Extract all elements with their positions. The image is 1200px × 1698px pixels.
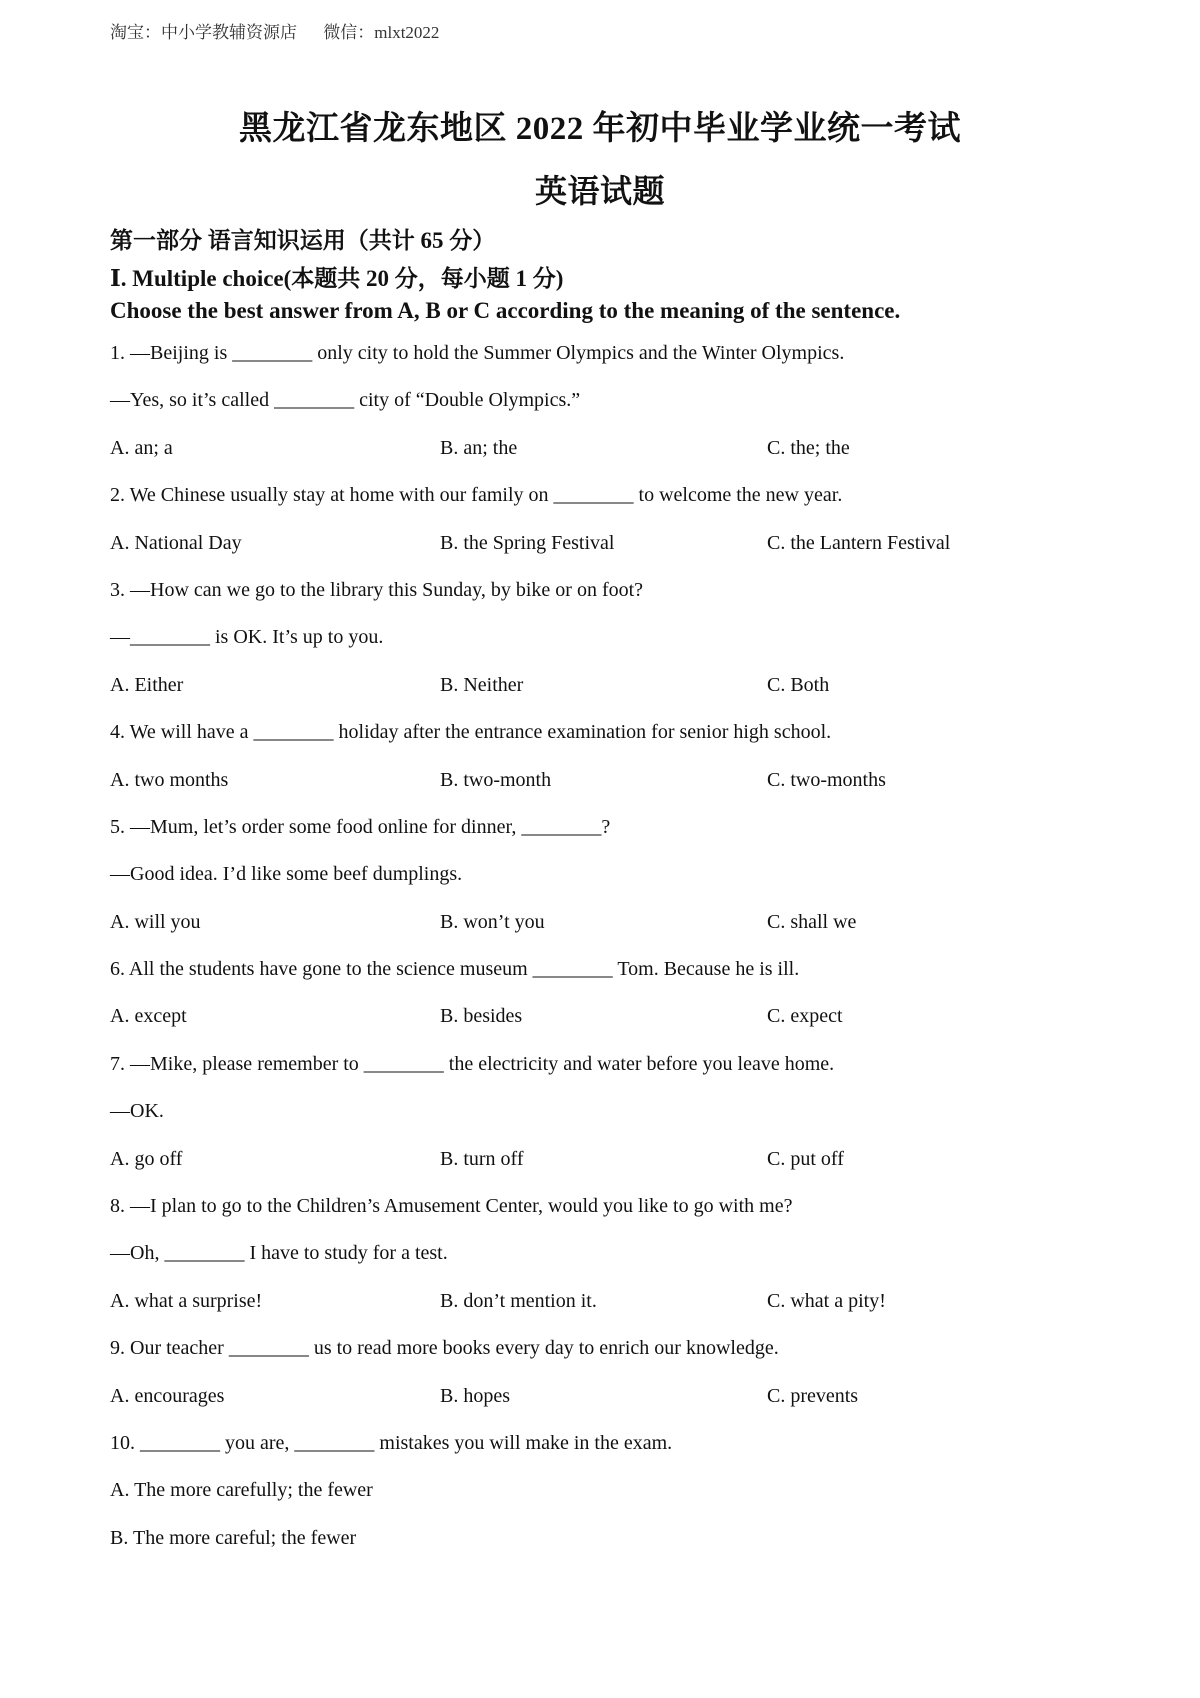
question-item [110, 717, 1110, 812]
options-row [110, 907, 1110, 954]
wechat-label: 微信：mlxt2022 [323, 23, 440, 42]
question-list [110, 338, 1110, 1570]
question-item [110, 338, 1110, 480]
question-item [110, 812, 1110, 954]
options-row [110, 1001, 1110, 1048]
option-b: B. won’t you [440, 910, 545, 933]
question-line: —Good idea. I’d like some beef dumplings. [110, 863, 463, 886]
exam-subtitle: 英语试题 [534, 173, 665, 209]
option-c: C. Both [767, 673, 830, 696]
question-text: 7. —Mike, please remember to ________ the electricity and water before you leave home. [110, 1052, 835, 1075]
option-a: A. Either [110, 673, 184, 696]
option-b: B. Neither [440, 673, 524, 696]
question-line: —Yes, so it’s called ________ city of “Double Olympics.” [110, 389, 581, 412]
option-c: C. two-months [767, 768, 886, 791]
part-heading: 第一部分 语言知识运用（共计 65 分） [110, 228, 496, 253]
options-row [110, 765, 1110, 812]
question-text: 10. ________ you are, ________ mistakes you will make in the exam. [110, 1431, 673, 1454]
question-item [110, 1333, 1110, 1428]
question-item [110, 1428, 1110, 1570]
option-a: A. what a surprise! [110, 1289, 263, 1312]
question-text: 1. —Beijing is ________ only city to hold the Summer Olympics and the Winter Olympics. [110, 342, 845, 364]
question-text: 6. All the students have gone to the science museum ________ Tom. Because he is ill. [110, 958, 800, 981]
option-c: C. what a pity! [767, 1289, 886, 1312]
option-b: B. an; the [440, 436, 518, 459]
question-text: 9. Our teacher ________ us to read more books every day to enrich our knowledge. [110, 1337, 779, 1360]
question-item [110, 575, 1110, 717]
question-line: —OK. [110, 1100, 164, 1123]
option-b: B. two-month [440, 768, 552, 791]
option-c: C. the Lantern Festival [767, 531, 951, 554]
exam-title: 黑龙江省龙东地区 2022 年初中毕业学业统一考试 [239, 111, 961, 147]
option-a: A. go off [110, 1147, 183, 1170]
question-line: —________ is OK. It’s up to you. [110, 626, 384, 649]
options-row [110, 1286, 1110, 1333]
option-b: B. besides [440, 1005, 523, 1028]
page-header [110, 18, 461, 43]
option-c: C. shall we [767, 910, 857, 933]
question-text: 4. We will have a ________ holiday after the entrance examination for senior high school. [110, 721, 832, 744]
option-b: B. hopes [440, 1384, 510, 1407]
option-c: C. prevents [767, 1384, 859, 1407]
options-row [110, 433, 1110, 480]
question-item [110, 1049, 1110, 1191]
question-text: 3. —How can we go to the library this Sunday, by bike or on foot? [110, 578, 644, 601]
option-c: C. put off [767, 1147, 844, 1170]
question-text: 2. We Chinese usually stay at home with our family on ________ to welcome the new year. [110, 484, 843, 507]
question-item [110, 954, 1110, 1049]
option-a: A. encourages [110, 1384, 225, 1407]
option-c: C. expect [767, 1005, 843, 1028]
question-line: —Oh, ________ I have to study for a test. [110, 1242, 448, 1265]
instruction-text: Choose the best answer from A, B or C according to the meaning of the sentence. [110, 298, 901, 323]
section-heading: Ⅰ. Multiple choice(本题共 20 分，每小题 1 分) [110, 266, 564, 291]
question-text: 8. —I plan to go to the Children’s Amusement Center, would you like to go with me? [110, 1195, 793, 1218]
option-b: B. turn off [440, 1147, 524, 1170]
option-a: A. an; a [110, 436, 173, 459]
option-a: A. will you [110, 910, 201, 933]
question-line: A. The more carefully; the fewer [110, 1479, 373, 1502]
options-row [110, 670, 1110, 717]
option-c: C. the; the [767, 436, 850, 459]
option-a: A. two months [110, 768, 229, 791]
options-row [110, 1144, 1110, 1191]
option-b: B. the Spring Festival [440, 531, 615, 554]
shop-label: 淘宝：中小学教辅资源店 [110, 23, 297, 42]
option-a: A. except [110, 1005, 187, 1028]
question-item [110, 480, 1110, 575]
option-a: A. National Day [110, 531, 242, 554]
question-text: 5. —Mum, let’s order some food online for dinner, ________? [110, 815, 611, 838]
option-b: B. don’t mention it. [440, 1289, 597, 1312]
question-item [110, 1191, 1110, 1333]
options-row [110, 1381, 1110, 1428]
question-line: B. The more careful; the fewer [110, 1526, 357, 1549]
options-row [110, 528, 1110, 575]
